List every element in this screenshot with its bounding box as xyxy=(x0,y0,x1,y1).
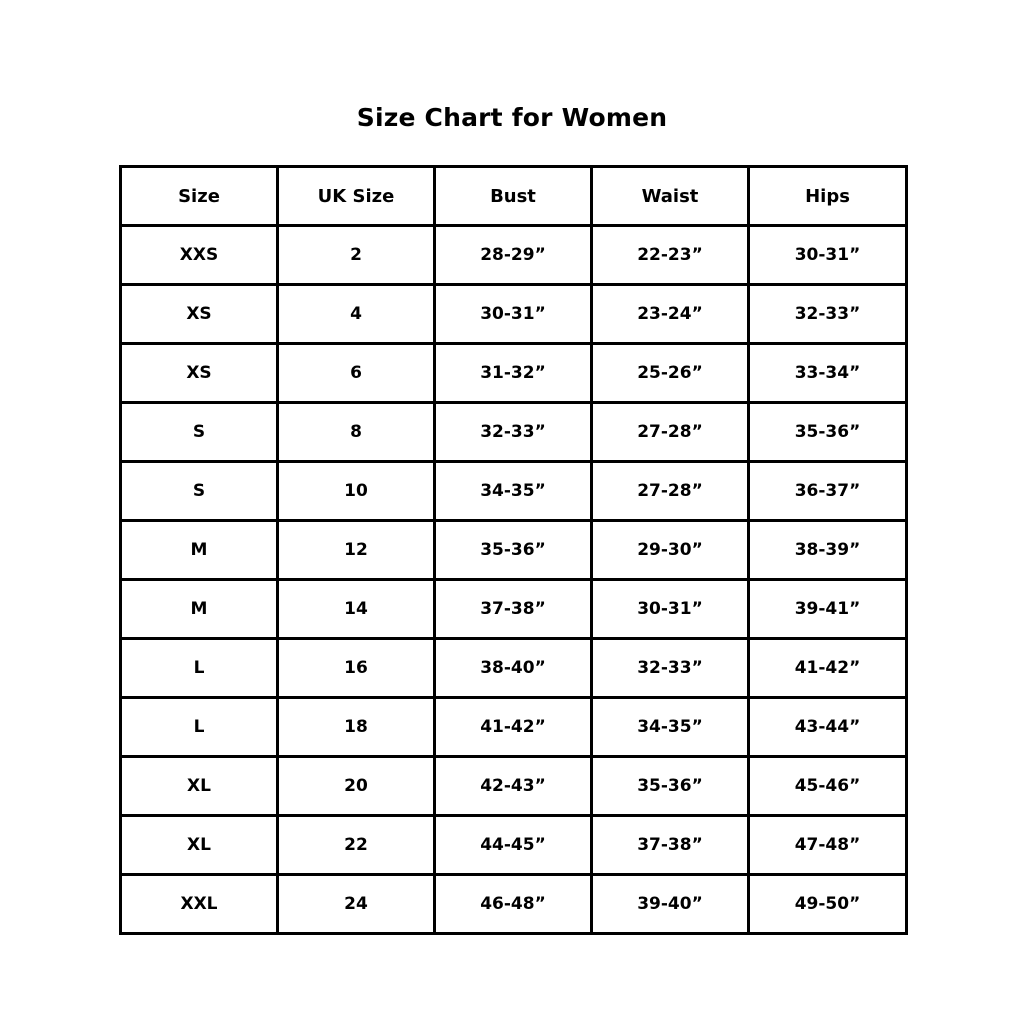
cell-waist: 22-23” xyxy=(592,226,749,285)
table-row xyxy=(121,639,907,698)
size-table xyxy=(119,165,908,935)
cell-waist: 29-30” xyxy=(592,521,749,580)
cell-hips: 45-46” xyxy=(749,757,907,816)
column-header-size: Size xyxy=(121,167,278,226)
column-header-uk-size: UK Size xyxy=(278,167,435,226)
cell-uk-size: 18 xyxy=(278,698,435,757)
cell-waist: 32-33” xyxy=(592,639,749,698)
cell-waist: 39-40” xyxy=(592,875,749,934)
cell-size: L xyxy=(121,639,278,698)
cell-hips: 49-50” xyxy=(749,875,907,934)
cell-size: XL xyxy=(121,757,278,816)
cell-size: L xyxy=(121,698,278,757)
table-row xyxy=(121,344,907,403)
cell-bust: 41-42” xyxy=(435,698,592,757)
cell-size: XS xyxy=(121,344,278,403)
table-row xyxy=(121,226,907,285)
cell-size: XS xyxy=(121,285,278,344)
cell-waist: 27-28” xyxy=(592,403,749,462)
cell-waist: 30-31” xyxy=(592,580,749,639)
table-row xyxy=(121,698,907,757)
cell-size: M xyxy=(121,521,278,580)
cell-hips: 47-48” xyxy=(749,816,907,875)
cell-size: S xyxy=(121,403,278,462)
table-header-row xyxy=(121,167,907,226)
cell-waist: 34-35” xyxy=(592,698,749,757)
size-table-container xyxy=(119,165,905,935)
cell-bust: 37-38” xyxy=(435,580,592,639)
cell-hips: 35-36” xyxy=(749,403,907,462)
cell-waist: 37-38” xyxy=(592,816,749,875)
cell-uk-size: 16 xyxy=(278,639,435,698)
cell-hips: 36-37” xyxy=(749,462,907,521)
cell-uk-size: 20 xyxy=(278,757,435,816)
cell-hips: 43-44” xyxy=(749,698,907,757)
cell-waist: 23-24” xyxy=(592,285,749,344)
cell-bust: 38-40” xyxy=(435,639,592,698)
cell-uk-size: 22 xyxy=(278,816,435,875)
cell-uk-size: 24 xyxy=(278,875,435,934)
table-row xyxy=(121,285,907,344)
table-row xyxy=(121,816,907,875)
table-row xyxy=(121,462,907,521)
cell-hips: 30-31” xyxy=(749,226,907,285)
table-body xyxy=(121,226,907,934)
cell-uk-size: 10 xyxy=(278,462,435,521)
cell-bust: 46-48” xyxy=(435,875,592,934)
column-header-bust: Bust xyxy=(435,167,592,226)
table-header xyxy=(121,167,907,226)
table-row xyxy=(121,521,907,580)
cell-waist: 25-26” xyxy=(592,344,749,403)
cell-size: XXL xyxy=(121,875,278,934)
cell-uk-size: 8 xyxy=(278,403,435,462)
cell-bust: 28-29” xyxy=(435,226,592,285)
table-row xyxy=(121,757,907,816)
cell-hips: 38-39” xyxy=(749,521,907,580)
column-header-hips: Hips xyxy=(749,167,907,226)
cell-waist: 35-36” xyxy=(592,757,749,816)
cell-bust: 42-43” xyxy=(435,757,592,816)
cell-size: S xyxy=(121,462,278,521)
cell-bust: 35-36” xyxy=(435,521,592,580)
cell-hips: 39-41” xyxy=(749,580,907,639)
cell-uk-size: 4 xyxy=(278,285,435,344)
cell-uk-size: 12 xyxy=(278,521,435,580)
table-row xyxy=(121,580,907,639)
cell-bust: 32-33” xyxy=(435,403,592,462)
cell-hips: 33-34” xyxy=(749,344,907,403)
cell-hips: 41-42” xyxy=(749,639,907,698)
cell-hips: 32-33” xyxy=(749,285,907,344)
table-row xyxy=(121,403,907,462)
cell-size: XL xyxy=(121,816,278,875)
cell-waist: 27-28” xyxy=(592,462,749,521)
page-title: Size Chart for Women xyxy=(356,103,668,132)
column-header-waist: Waist xyxy=(592,167,749,226)
cell-size: M xyxy=(121,580,278,639)
cell-bust: 34-35” xyxy=(435,462,592,521)
cell-uk-size: 2 xyxy=(278,226,435,285)
cell-bust: 31-32” xyxy=(435,344,592,403)
cell-bust: 44-45” xyxy=(435,816,592,875)
cell-size: XXS xyxy=(121,226,278,285)
table-row xyxy=(121,875,907,934)
cell-bust: 30-31” xyxy=(435,285,592,344)
cell-uk-size: 14 xyxy=(278,580,435,639)
cell-uk-size: 6 xyxy=(278,344,435,403)
